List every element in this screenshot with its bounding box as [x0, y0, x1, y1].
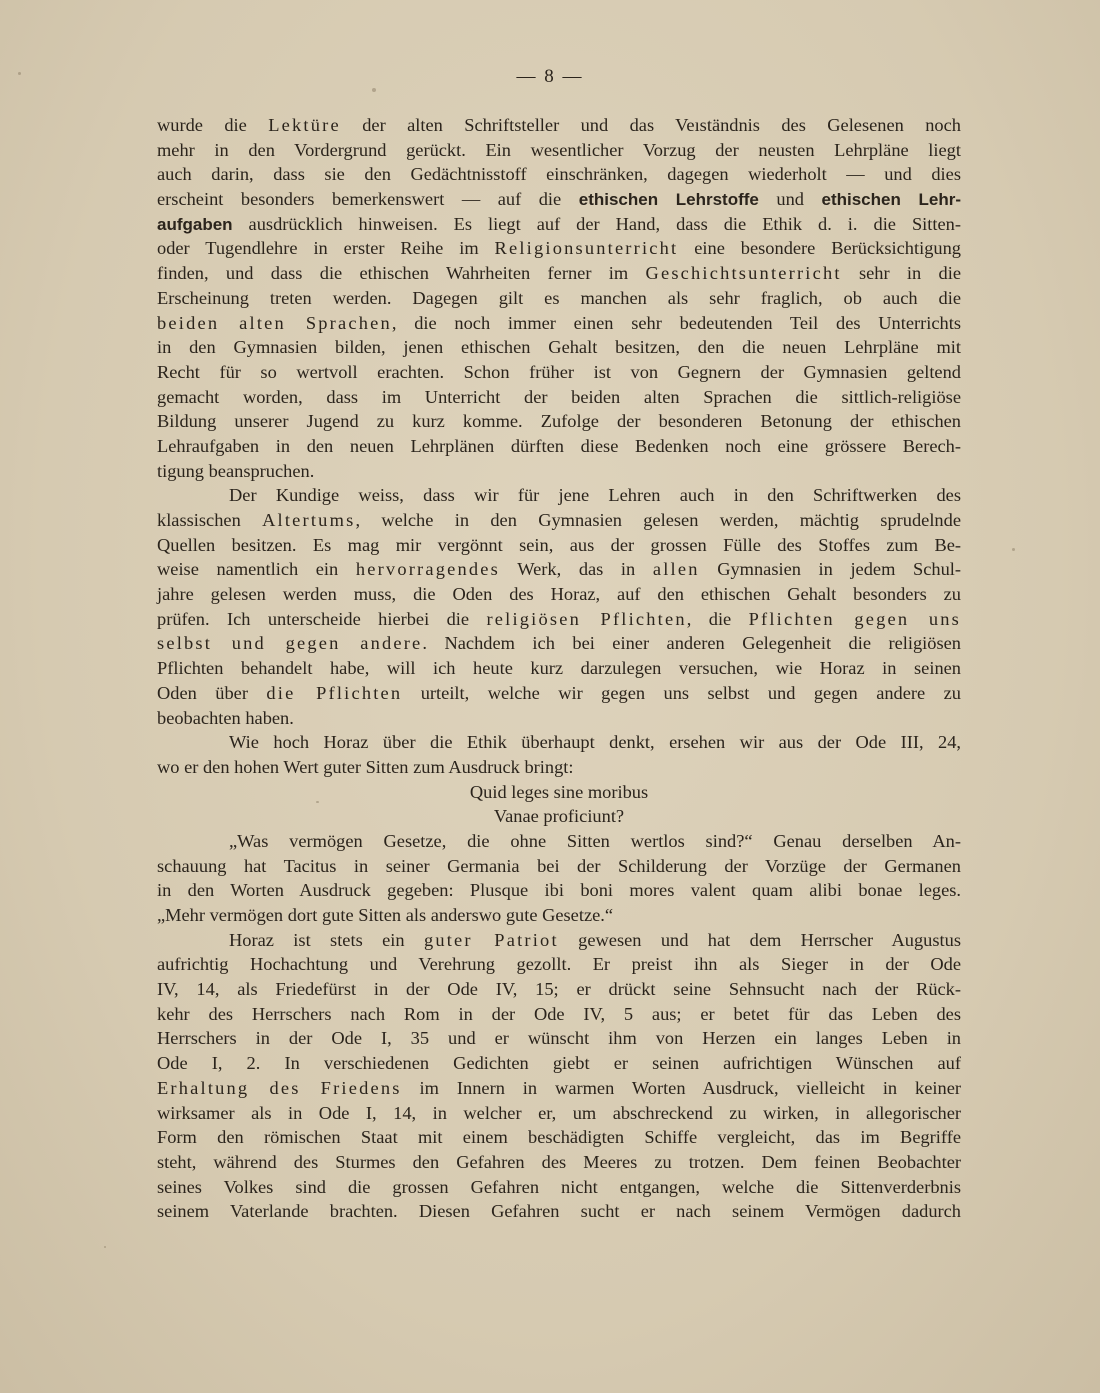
text-run: Horaz ist stets ein: [229, 929, 424, 950]
text-run: oder Tugendlehre in erster Reihe im: [157, 238, 495, 259]
text-line: [157, 459, 961, 484]
text-run: in den Worten Ausdruck gegeben: Plusque ibi boni mores valent quam alibi bonae leges.: [157, 880, 961, 901]
text-run: auch darin, dass sie den Gedächtnisstoff einschränken, dagegen wiederholt — und dies: [157, 164, 961, 185]
text-run: Erscheinung treten werden. Dagegen gilt es manchen als sehr fraglich, ob auch die: [157, 287, 961, 308]
paper-speck: [316, 801, 319, 803]
text-run: erscheint besonders bemerkenswert — auf die: [157, 189, 579, 210]
text-line: [157, 311, 961, 336]
text-run: gewesen und hat dem Herrscher Augustus: [558, 929, 961, 950]
text-run: finden, und dass die ethischen Wahrheiten ferner im: [157, 263, 646, 284]
text-run: Ode I, 2. In verschiedenen Gedichten giebt er seinen aufrichtigen Wünschen auf: [157, 1053, 961, 1074]
text-run: jahre gelesen werden muss, die Oden des Horaz, auf den ethischen Gehalt besonders zu: [157, 584, 961, 605]
text-line: [157, 113, 961, 138]
text-run: klassischen: [157, 510, 263, 530]
text-line: [157, 706, 961, 731]
text-line: [157, 557, 961, 582]
text-run: mehr in den Vordergrund gerückt. Ein wesentlicher Vorzug der neusten Lehrpläne liegt: [157, 139, 961, 160]
text-line: [157, 187, 961, 212]
text-run: Wie hoch Horaz über die Ethik überhaupt denkt, ersehen wir aus der Ode III, 24,: [229, 732, 961, 753]
text-run: , die: [686, 608, 749, 629]
spaced-text: guter Patriot: [423, 929, 559, 950]
paper-speck: [104, 1246, 106, 1248]
text-run: Lehraufgaben in den neuen Lehrplänen dürften diese Bedenken noch eine grössere Berech-: [157, 435, 961, 456]
spaced-text: hervorragendes: [355, 559, 500, 580]
text-line: [157, 138, 961, 163]
text-line: [157, 631, 961, 656]
text-run: eine besondere Berücksichtigung: [678, 238, 961, 259]
bold-text: ethischen Lehrstoffe: [578, 190, 759, 210]
text-line: [157, 1026, 961, 1051]
paper-speck: [1012, 548, 1015, 551]
text-run: „Was vermögen Gesetze, die ohne Sitten wertlos sind?“ Genau derselben An-: [229, 830, 961, 851]
text-line: [157, 582, 961, 607]
page-number: — 8 —: [516, 66, 584, 87]
text-line: [157, 212, 961, 237]
text-run: und: [758, 189, 822, 210]
text-run: , welche in den Gymnasien gelesen werden, mächtig sprudelnde: [355, 510, 961, 530]
text-line: [157, 1125, 961, 1150]
text-run: wo er den hohen Wert guter Sitten zum Ausdruck bringt:: [157, 756, 574, 777]
text-run: seinem Vaterlande brachten. Diesen Gefahren sucht er nach seinem Vermögen dadurch: [157, 1201, 961, 1222]
text-line: [157, 1002, 961, 1027]
text-line: [157, 780, 961, 805]
text-run: wurde die: [157, 115, 269, 135]
text-line: [157, 1101, 961, 1126]
bold-text: ethischen Lehr-: [821, 190, 962, 210]
spaced-text: Altertums: [262, 510, 356, 530]
text-run: im Innern in warmen Worten Ausdruck, vielleicht in keiner: [401, 1077, 961, 1098]
text-line: [157, 286, 961, 311]
text-run: Werk, das in: [500, 559, 653, 580]
spaced-text: Lektüre: [268, 115, 341, 135]
body-text: [157, 113, 961, 1224]
text-line: [157, 977, 961, 1002]
text-run: . Nachdem ich bei einer anderen Gelegenheit die religiösen: [422, 633, 961, 654]
text-line: [157, 1199, 961, 1224]
text-run: kehr des Herrschers nach Rom in der Ode IV, 5 aus; er betet für das Leben des: [157, 1003, 961, 1024]
text-line: [157, 804, 961, 829]
spaced-text: beiden alten Sprachen: [157, 312, 392, 333]
text-line: [157, 335, 961, 360]
text-run: sehr in die: [841, 263, 961, 284]
text-run: Herrschers in der Ode I, 35 und er wünscht ihm von Herzen ein langes Leben in: [157, 1028, 961, 1049]
text-run: „Mehr vermögen dort gute Sitten als anderswo gute Gesetze.“: [157, 905, 614, 925]
text-line: [157, 1051, 961, 1076]
spaced-text: allen: [652, 559, 700, 580]
text-line: [157, 878, 961, 903]
spaced-text: Religionsunterricht: [494, 238, 679, 259]
text-run: urteilt, welche wir gegen uns selbst und gegen andere zu: [402, 682, 961, 703]
text-line: [157, 508, 961, 533]
text-run: Pflichten behandelt habe, will ich heute kurz darzulegen versuchen, wie Horaz in seinen: [157, 658, 961, 679]
text-line: [157, 533, 961, 558]
text-run: Bildung unserer Jugend zu kurz komme. Zufolge der besonderen Betonung der ethischen: [157, 411, 961, 432]
text-run: Der Kundige weiss, dass wir für jene Lehren auch in den Schriftwerken des: [229, 485, 961, 506]
text-run: aufrichtig Hochachtung und Verehrung gezollt. Er preist ihn als Sieger in der Ode: [157, 954, 961, 975]
text-line: [157, 730, 961, 755]
text-line: [157, 1076, 961, 1101]
text-run: steht, während des Sturmes den Gefahren des Meeres zu trotzen. Dem feinen Beobachter: [157, 1151, 961, 1172]
text-run: Quellen besitzen. Es mag mir vergönnt sein, aus der grossen Fülle des Stoffes zum Be-: [157, 534, 961, 555]
text-line: [157, 854, 961, 879]
text-line: [157, 434, 961, 459]
spaced-text: Erhaltung des Friedens: [157, 1077, 402, 1098]
text-line: [157, 483, 961, 508]
text-run: ausdrücklich hinweisen. Es liegt auf der Hand, dass die Ethik d. i. die Sitten-: [232, 213, 961, 234]
text-line: [157, 928, 961, 953]
text-run: prüfen. Ich unterscheide hierbei die: [157, 608, 487, 629]
text-run: seines Volkes sind die grossen Gefahren nicht entgangen, welche die Sittenverderbnis: [157, 1176, 961, 1197]
text-line: [157, 1175, 961, 1200]
text-run: , die noch immer einen sehr bedeutenden Teil des Unterrichts: [391, 312, 961, 333]
text-line: [157, 903, 961, 928]
text-run: gemacht worden, dass im Unterricht der beiden alten Sprachen die sittlich-religiöse: [157, 386, 961, 407]
text-run: tigung beanspruchen.: [157, 460, 315, 481]
text-line: [157, 656, 961, 681]
text-run: IV, 14, als Friedefürst in der Ode IV, 15; er drückt seine Sehnsucht nach der Rück-: [157, 979, 961, 1000]
text-run: in den Gymnasien bilden, jenen ethischen Gehalt besitzen, den die neuen Lehrpläne mit: [157, 337, 961, 358]
text-line: [157, 1150, 961, 1175]
spaced-text: selbst und gegen andere: [157, 633, 423, 654]
text-line: [157, 607, 961, 632]
text-line: [157, 681, 961, 706]
text-line: [157, 360, 961, 385]
text-run: Quid leges sine moribus: [469, 781, 649, 802]
spaced-text: religiösen Pflichten: [486, 608, 687, 629]
paper-speck: [18, 72, 21, 75]
text-line: [157, 952, 961, 977]
text-run: schauung hat Tacitus in seiner Germania bei der Schilderung der Vorzüge der Germanen: [157, 855, 961, 876]
text-line: [157, 236, 961, 261]
text-line: [157, 829, 961, 854]
text-run: weise namentlich ein: [157, 559, 356, 580]
text-run: wirksamer als in Ode I, 14, in welcher er, um abschreckend zu wirken, in allegorischer: [157, 1102, 961, 1123]
text-run: Vanae proficiunt?: [493, 806, 625, 827]
spaced-text: Pflichten gegen uns: [748, 608, 962, 629]
text-line: [157, 409, 961, 434]
bold-text: aufgaben: [157, 214, 233, 234]
text-line: [157, 261, 961, 286]
text-run: Form den römischen Staat mit einem beschädigten Schiffe vergleicht, das im Begriffe: [157, 1127, 961, 1148]
paper-speck: [372, 88, 376, 92]
spaced-text: Geschichtsunterricht: [645, 263, 842, 284]
text-run: beobachten haben.: [157, 707, 294, 728]
text-run: Gymnasien in jedem Schul-: [699, 559, 961, 580]
text-line: [157, 162, 961, 187]
spaced-text: die Pflichten: [266, 682, 403, 703]
text-line: [157, 755, 961, 780]
text-run: der alten Schriftsteller und das Veıständnis des Gelesenen noch: [340, 115, 961, 135]
text-run: Oden über: [157, 682, 267, 703]
text-line: [157, 385, 961, 410]
text-run: Recht für so wertvoll erachten. Schon früher ist von Gegnern der Gymnasien geltend: [157, 361, 961, 382]
